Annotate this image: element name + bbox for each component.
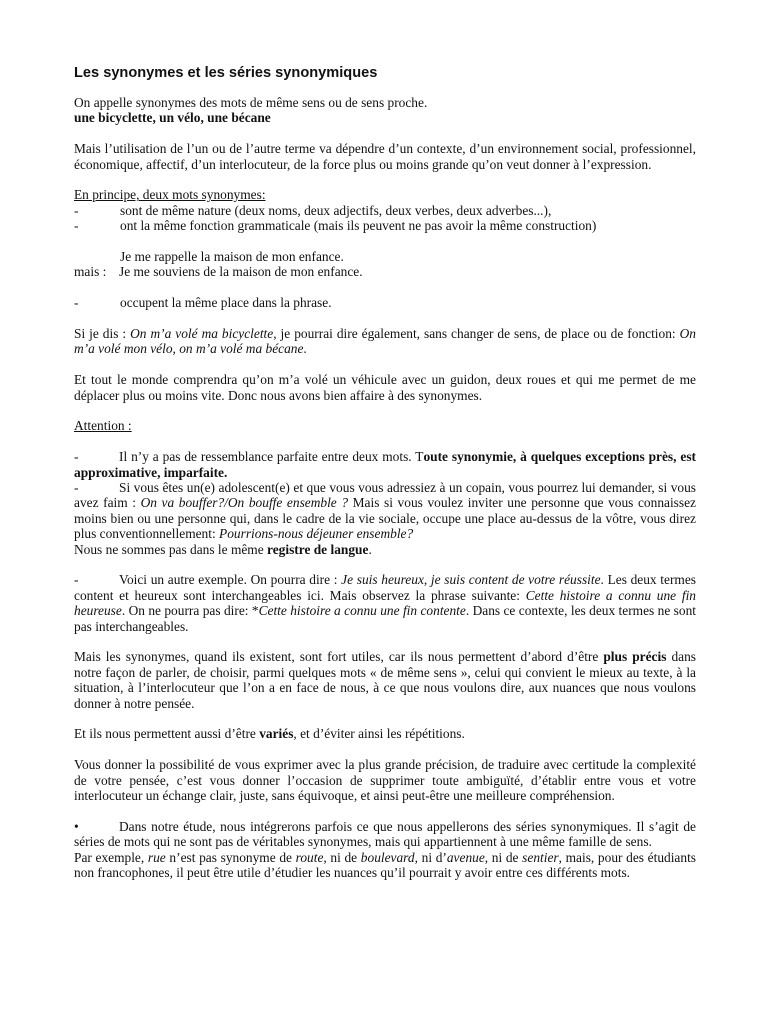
text-run: .: [303, 341, 307, 357]
mais-label: mais :: [74, 264, 107, 280]
registre-line: [74, 542, 696, 557]
intro-line: On appelle synonymes des mots de même sens ou de sens proche.: [74, 95, 428, 110]
text-run: . On ne pourra pas dire: *: [121, 603, 259, 619]
principle-item-2: [74, 218, 696, 233]
vehicule-paragraph: Et tout le monde comprendra qu’on m’a volé un véhicule avec un guidon, deux roues et qui me permet de me déplacer plus ou moins vite. Donc nous avons bien affaire à des synonymes.: [74, 372, 696, 403]
italic-example: On m’a volé mon vélo, on m’a volé ma bécane: [74, 326, 696, 357]
italic-word: rue: [147, 849, 166, 865]
text-run: .: [368, 541, 372, 557]
text-run: , ni d’: [414, 849, 447, 865]
attention-heading: [74, 418, 696, 433]
text-run: Par exemple,: [74, 849, 148, 865]
text-run: . Les deux termes content et heureux sont interchangeables ici. Mais observez la phrase suivante:: [74, 572, 696, 603]
principle-heading-text: En principe, deux mots synonymes:: [74, 187, 266, 203]
attention-point-1: [74, 449, 696, 480]
text-run: , et d’éviter ainsi les répétitions.: [293, 726, 465, 742]
bold-run: variés: [259, 726, 294, 742]
attention-point-3: [74, 572, 696, 634]
intro-example: [74, 110, 696, 125]
dash-marker: -: [74, 202, 79, 218]
text-run: n’est pas synonyme de: [165, 849, 296, 865]
bullet-marker: •: [74, 818, 79, 834]
bold-run: plus précis: [603, 649, 667, 665]
italic-example: Cette histoire a connu une fin contente: [258, 603, 466, 619]
dash-marker: -: [74, 572, 79, 588]
document-page: [74, 64, 696, 881]
text-run: Mais les synonymes, quand ils existent, sont fort utiles, car ils nous permettent d’abord d’être: [74, 649, 604, 665]
useful-paragraph: [74, 649, 696, 711]
text-run: Nous ne sommes pas dans le même: [74, 541, 268, 557]
document-title: Les synonymes et les séries synonymiques: [74, 65, 378, 81]
text-run: Si vous êtes un(e) adolescent(e) et que vous vous adressiez à un copain, vous pourrez lui demander, si vous avez faim :: [74, 480, 696, 511]
italic-word: avenue: [446, 849, 485, 865]
varies-paragraph: [74, 726, 696, 741]
principle-heading: [74, 187, 696, 202]
series-example-paragraph: [74, 850, 696, 881]
text-run: , ni de: [323, 849, 361, 865]
text-run: dans notre façon de parler, de choisir, parmi quelques mots « de même sens », celui qui convient le mieux au texte, à la situation, à l’interlocuteur que l’on a en face de nous, à ce que nous voulons dire, aux nuances que nous voulons donner à notre pensée.: [74, 649, 696, 711]
bold-run: registre de langue: [267, 541, 369, 557]
principle-item-1: [74, 203, 696, 218]
text-run: Il n’y a pas de ressemblance parfaite entre deux mots. T: [119, 449, 424, 465]
attention-point-2: [74, 480, 696, 542]
italic-example: Pourrions-nous déjeuner ensemble?: [219, 526, 414, 542]
text-run: , je pourrai dire également, sans changer de sens, de place ou de fonction:: [273, 326, 680, 342]
italic-word: route: [295, 849, 324, 865]
dash-marker: -: [74, 449, 79, 465]
example-souviens-text: Je me souviens de la maison de mon enfance.: [119, 264, 363, 280]
principle-item-text: ont la même fonction grammaticale (mais ils peuvent ne pas avoir la même construction): [120, 218, 597, 234]
sijedis-paragraph: [74, 326, 696, 357]
text-run: Dans notre étude, nous intégrerons parfois ce que nous appellerons des séries synonymiques. Il s’agit de séries de mots qui ne sont pas de véritables synonymes, mais qui appartiennent à une même famille de sens.: [74, 818, 696, 850]
principle-item-text: occupent la même place dans la phrase.: [120, 295, 332, 311]
precision-paragraph: Vous donner la possibilité de vous exprimer avec la plus grande précision, de traduire avec certitude la complexité de votre pensée, c’est vous donner l’occasion de supprimer toute ambiguïté, d’établir entre vous et votre interlocuteur un échange clair, juste, sans équivoque, et ainsi peut-être une meilleure compréhension.: [74, 757, 696, 804]
usage-paragraph: Mais l’utilisation de l’un ou de l’autre terme va dépendre d’un contexte, d’un environnement social, professionnel, économique, affectif, d’un interlocuteur, de la force plus ou moins grande qu’on veut donner à l’expression.: [74, 141, 696, 172]
italic-example: On va bouffer?/On bouffe ensemble ?: [140, 495, 349, 511]
italic-example: Je suis heureux, je suis content de votre réussite: [341, 572, 601, 588]
italic-example: On m’a volé ma bicyclette: [130, 326, 274, 342]
text-run: Si je dis :: [74, 326, 131, 342]
text-run: , mais, pour des étudiants non francophones, il peut être utile d’étudier les nuances qu’il pourrait y avoir entre ces différents mots.: [74, 849, 696, 881]
text-run: , ni de: [484, 849, 523, 865]
intro-example-text: une bicyclette, un vélo, une bécane: [74, 110, 271, 126]
principle-item-text: sont de même nature (deux noms, deux adjectifs, deux verbes, deux adverbes...),: [120, 202, 552, 218]
example-souviens: [74, 264, 696, 279]
text-run: Mais si vous voulez inviter une personne que vous connaissez moins bien ou une personne qui, dans le cadre de la vie sociale, occupe une place au-dessus de la vôtre, vous direz plus conventionnellement:: [74, 495, 696, 542]
dash-marker: -: [74, 480, 79, 496]
text-run: Voici un autre exemple. On pourra dire :: [119, 572, 342, 588]
text-run: . Dans ce contexte, les deux termes ne sont pas interchangeables.: [74, 603, 696, 634]
dash-marker: -: [74, 295, 79, 311]
series-paragraph: [74, 819, 696, 850]
dash-marker: -: [74, 218, 79, 234]
principle-item-3: [74, 295, 696, 310]
bold-run: oute synonymie, à quelques exceptions près, est approximative, imparfaite.: [74, 449, 696, 480]
italic-word: boulevard: [360, 849, 415, 865]
attention-heading-text: Attention :: [74, 418, 132, 434]
example-rappelle: Je me rappelle la maison de mon enfance.: [120, 249, 344, 265]
text-run: Et ils nous permettent aussi d’être: [74, 726, 260, 742]
italic-word: sentier: [522, 849, 559, 865]
italic-example: Cette histoire a connu une fin heureuse: [74, 587, 696, 619]
